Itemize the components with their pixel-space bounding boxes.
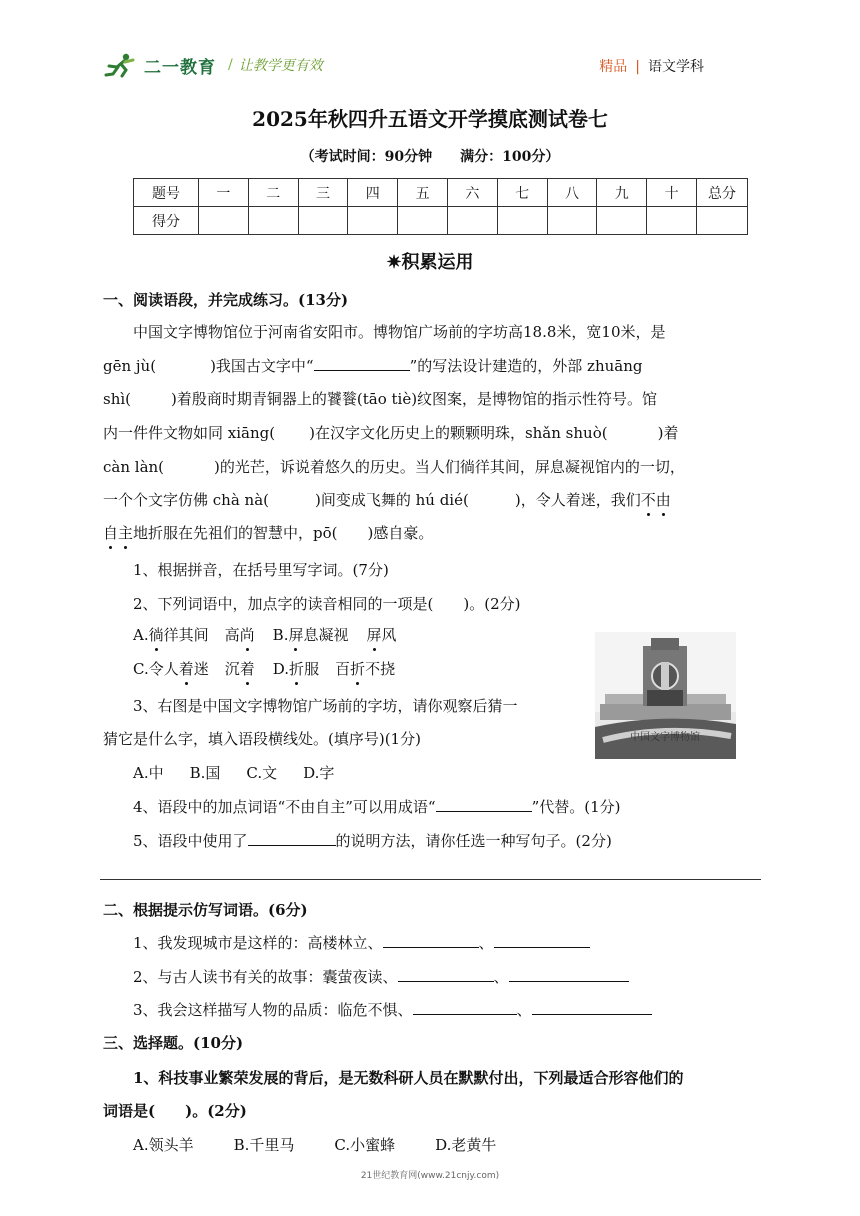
score-input-cell[interactable] [298, 207, 348, 235]
passage-text: )间变成飞舞的 hú dié( [315, 491, 469, 509]
score-input-cell[interactable] [398, 207, 448, 235]
dotted-char: 由 [655, 491, 671, 509]
table-cell: 九 [597, 179, 647, 207]
option-label: D. [272, 660, 290, 678]
passage-line [103, 456, 685, 477]
passage-line [103, 489, 671, 510]
logo-name: 二一教育 [144, 57, 216, 78]
pinyin: gēn jù( [103, 357, 157, 375]
option-text: 不挠 [365, 660, 396, 678]
score-input-cell[interactable] [697, 207, 748, 235]
option: C.小蜜蜂 [334, 1136, 396, 1154]
passage-text: ”的写法设计建造的，外部 zhuāng [409, 357, 643, 375]
answer-blank[interactable] [314, 355, 410, 371]
passage-line: 中国文字博物馆位于河南省安阳市。博物馆广场前的字坊高18.8米，宽10米，是 [133, 323, 666, 341]
score-input-cell[interactable] [597, 207, 647, 235]
option: B.千里马 [233, 1136, 295, 1154]
dotted-char: 徜 [148, 626, 164, 644]
q1-sub3-line1: 3、右图是中国文字博物馆广场前的字坊，请你观察后猜一 [133, 697, 518, 715]
passage-text: )我国古文字中“ [210, 357, 314, 375]
question-text: 4、语段中的加点词语“不由自主”可以用成语“ [133, 798, 436, 816]
logo-slogan: 让教学更有效 [238, 58, 323, 74]
option-text: 风 [381, 626, 397, 644]
score-input-cell[interactable] [199, 207, 249, 235]
answer-blank[interactable] [413, 999, 517, 1015]
table-cell: 得分 [134, 207, 199, 235]
table-cell: 五 [398, 179, 448, 207]
score-input-cell[interactable] [547, 207, 597, 235]
passage-text: )感自豪。 [367, 524, 434, 542]
dotted-char: 自 [103, 524, 119, 542]
q2-heading: 二、根据提示仿写词语。(6分) [103, 901, 308, 919]
separator: 、 [478, 934, 494, 952]
q1-sub2: 2、下列词语中，加点字的读音相同的一项是( )。(2分) [133, 595, 521, 613]
badge-separator: | [635, 59, 640, 75]
dotted-char: 主 [118, 524, 134, 542]
question-text: ”代替。(1分) [531, 798, 621, 816]
q2-item2 [133, 966, 629, 987]
question-text: 的说明方法，请你任选一种写句子。(2分) [335, 832, 612, 850]
q1-heading: 一、阅读语段，并完成练习。(13分) [103, 291, 349, 309]
score-input-cell[interactable] [447, 207, 497, 235]
runner-logo-icon [104, 52, 138, 78]
q1-sub4 [133, 796, 620, 817]
option: D.老黄牛 [435, 1136, 497, 1154]
table-cell: 总分 [697, 179, 748, 207]
separator: 、 [516, 1001, 532, 1019]
answer-blank[interactable] [248, 830, 336, 846]
exam-info: （考试时间：90分钟 满分：100分） [300, 149, 560, 165]
option: D.字 [303, 764, 335, 782]
score-table [133, 178, 748, 235]
option-text: 沉 [224, 660, 240, 678]
passage-text: )着殷商时期青铜器上的饕餮(tāo tiè)纹图案，是博物馆的指示性符号。馆 [171, 390, 658, 408]
answer-blank[interactable] [398, 966, 494, 982]
passage-text: )着 [657, 424, 679, 442]
passage-text: 地折服在先祖们的智慧中，pō( [133, 524, 338, 542]
option-text: 服 [304, 660, 320, 678]
option-text: 高 [224, 626, 240, 644]
passage-text: 内一件件文物如同 xiāng( [103, 424, 276, 442]
header-logo [104, 52, 323, 78]
answer-blank[interactable] [494, 932, 590, 948]
passage-text: )在汉字文化历史上的颗颗明珠，shǎn shuò( [309, 424, 608, 442]
score-input-cell[interactable] [497, 207, 547, 235]
image-caption: 中国文字博物馆 [630, 732, 700, 743]
option-label: A. [133, 626, 149, 644]
q3-item1-line1: 1、科技事业繁荣发展的背后，是无数科研人员在默默付出，下列最适合形容他们的 [133, 1069, 684, 1087]
option-text: 迷 [193, 660, 209, 678]
subject-label: 语文学科 [648, 59, 704, 75]
table-cell: 十 [647, 179, 697, 207]
q1-sub3-line2: 猜它是什么字，填入语段横线处。(填序号)(1分) [103, 730, 421, 748]
passage-line [103, 388, 657, 409]
score-input-cell[interactable] [348, 207, 398, 235]
footer-watermark: 21世纪教育网(www.21cnjy.com) [360, 1171, 500, 1181]
table-cell: 二 [248, 179, 298, 207]
q3-heading: 三、选择题。(10分) [103, 1034, 244, 1052]
dotted-char: 着 [178, 660, 194, 678]
q3-item1-options [133, 1134, 496, 1155]
table-row [134, 207, 748, 235]
score-input-cell[interactable] [248, 207, 298, 235]
page-title: 2025年秋四升五语文开学摸底测试卷七 [252, 107, 608, 131]
q1-sub3-options [133, 762, 334, 783]
question-text: 1、我发现城市是这样的：高楼林立、 [133, 934, 383, 952]
answer-line[interactable] [100, 879, 761, 880]
table-cell: 三 [298, 179, 348, 207]
passage-text: )的光芒，诉说着悠久的历史。当人们徜徉其间，屏息凝视馆内的一切， [214, 458, 685, 476]
museum-gate-photo [595, 632, 736, 759]
q2-item3 [133, 999, 652, 1020]
passage-text: )，令人着迷，我们 [514, 491, 641, 509]
answer-blank[interactable] [436, 796, 532, 812]
table-cell: 一 [199, 179, 249, 207]
option: B.国 [189, 764, 221, 782]
answer-blank[interactable] [509, 966, 629, 982]
dotted-char: 尚 [239, 626, 255, 644]
table-cell: 题号 [134, 179, 199, 207]
q2-item1 [133, 932, 590, 953]
dotted-char: 不 [640, 491, 656, 509]
q1-sub2-options-cd [133, 658, 395, 679]
option-label: B. [272, 626, 289, 644]
question-text: 3、我会这样描写人物的品质：临危不惧、 [133, 1001, 413, 1019]
question-text: 5、语段中使用了 [133, 832, 248, 850]
dotted-char: 屏 [366, 626, 382, 644]
dotted-char: 着 [239, 660, 255, 678]
option-label: C.令人 [133, 660, 179, 678]
header-subject [599, 56, 704, 76]
dotted-char: 折 [289, 660, 305, 678]
table-cell: 六 [447, 179, 497, 207]
option-text: 息凝视 [303, 626, 349, 644]
passage-line [103, 355, 642, 376]
badge-premium: 精品 [599, 59, 628, 75]
pinyin: càn làn( [103, 458, 165, 476]
q1-sub1: 1、根据拼音，在括号里写字词。(7分) [133, 561, 389, 579]
q1-sub5 [133, 830, 612, 851]
answer-blank[interactable] [383, 932, 479, 948]
logo-separator: / [228, 57, 233, 73]
q1-sub2-options-ab [133, 624, 397, 645]
table-cell: 八 [547, 179, 597, 207]
pinyin: shì( [103, 390, 132, 408]
dotted-char: 折 [350, 660, 366, 678]
table-cell: 四 [348, 179, 398, 207]
passage-text: 一个个文字仿佛 chà nà( [103, 491, 269, 509]
score-input-cell[interactable] [647, 207, 697, 235]
question-text: 2、与古人读书有关的故事：囊萤夜读、 [133, 968, 398, 986]
table-row [134, 179, 748, 207]
passage-line [103, 422, 678, 443]
dotted-char: 屏 [288, 626, 304, 644]
option-text: 百 [335, 660, 351, 678]
option: C.文 [246, 764, 278, 782]
option-text: 徉其间 [163, 626, 209, 644]
passage-line [103, 522, 433, 543]
q3-item1-line2: 词语是( )。(2分) [103, 1102, 247, 1120]
section-title: ✷积累运用 [386, 252, 474, 273]
answer-blank[interactable] [532, 999, 652, 1015]
separator: 、 [493, 968, 509, 986]
option: A.领头羊 [133, 1136, 194, 1154]
option: A.中 [133, 764, 164, 782]
table-cell: 七 [497, 179, 547, 207]
